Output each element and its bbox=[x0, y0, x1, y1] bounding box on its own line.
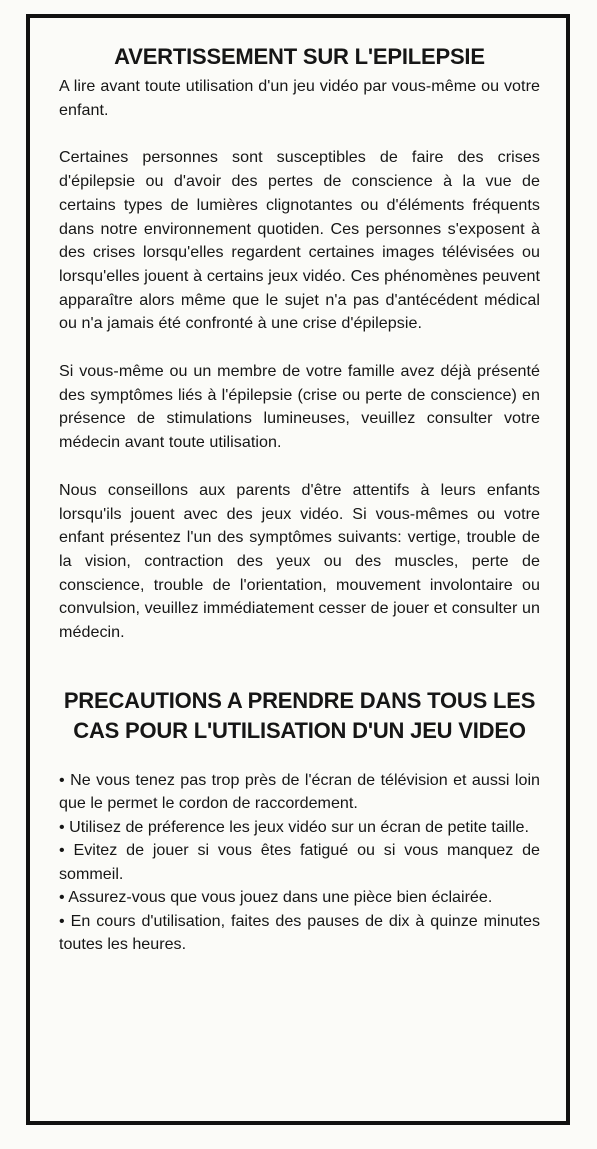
list-item bbox=[59, 816, 540, 840]
list-item-text: Utilisez de préference les jeux vidéo sur un écran de petite taille. bbox=[69, 817, 529, 836]
list-item-text: Assurez-vous que vous jouez dans une pièce bien éclairée. bbox=[68, 888, 493, 907]
precautions-title: PRECAUTIONS A PRENDRE DANS TOUS LES CAS POUR L'UTILISATION D'UN JEU VIDEO bbox=[63, 687, 536, 743]
bullet-icon: • bbox=[59, 841, 65, 860]
list-item-text: En cours d'utilisation, faites des pauses de dix à quinze minutes toutes les heures. bbox=[59, 911, 540, 954]
paragraph-seizure-risk: Certaines personnes sont susceptibles de faire des crises d'épilepsie ou d'avoir des pertes de conscience à la vue de certains types de lumières clignotantes ou d'éléments fréquents dans notre environnement quotiden. Ces personnes s'exposent à des crises lorsqu'elles regardent certaines images télévisées ou lorsqu'elles jouent à certains jeux vidéo. Ces phénomènes peuvent apparaître alors même que le sujet n'a pas d'antécédent médical ou n'a jamais été confronté à une crise d'épilepsie. bbox=[59, 148, 540, 333]
paragraph-parents-advice: Nous conseillons aux parents d'être attentifs à leurs enfants lorsqu'ils jouent avec des jeux vidéo. Si vous-mêmes ou votre enfant présentez l'un des symptômes suivants: vertige, trouble de la vision, contraction des yeux ou des muscles, perte de conscience, trouble de l'orientation, mouvement involontaire ou convulsion, veuillez immédiatement cesser de jouer et consulter un médecin. bbox=[59, 480, 540, 642]
bullet-icon: • bbox=[59, 817, 65, 836]
list-item-text: Evitez de jouer si vous êtes fatigué ou si vous manquez de sommeil. bbox=[59, 841, 540, 883]
paragraph-consult-doctor: Si vous-même ou un membre de votre famille avez déjà présenté des symptômes liés à l'épilepsie (crise ou perte de conscience) en présence de stimulations lumineuses, veuillez consulter votre médecin avant toute utilisation. bbox=[59, 362, 540, 452]
intro-text: A lire avant toute utilisation d'un jeu vidéo par vous-même ou votre enfant. bbox=[59, 77, 540, 119]
warning-frame bbox=[26, 14, 570, 1125]
bullet-icon: • bbox=[59, 770, 65, 789]
bullet-icon: • bbox=[59, 911, 65, 930]
list-item-text: Ne vous tenez pas trop près de l'écran de télévision et aussi loin que le permet le cordon de raccordement. bbox=[59, 770, 540, 813]
list-item bbox=[59, 839, 540, 886]
list-item bbox=[59, 886, 540, 910]
epilepsy-warning-title: AVERTISSEMENT SUR L'EPILEPSIE bbox=[114, 44, 485, 69]
list-item bbox=[59, 910, 540, 957]
list-item bbox=[59, 769, 540, 816]
bullet-icon: • bbox=[59, 888, 65, 907]
precautions-list bbox=[59, 769, 540, 957]
